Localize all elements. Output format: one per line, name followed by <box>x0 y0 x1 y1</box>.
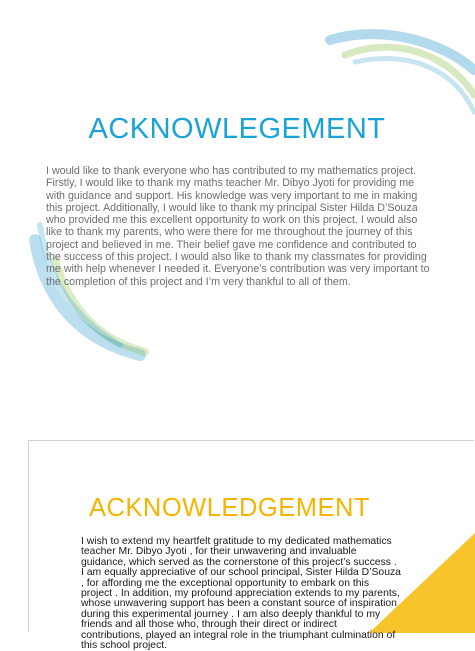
slide-2-body: I wish to extend my heartfelt gratitude to my dedicated mathematics teacher Mr. Dibyo Jyoti , for their unwavering and invaluable guidance, which served as the cornerstone of this project’s success . I am equally appreciative of our school principal, Sister Hilda D’Souza , for affording me the exceptional opportunity to embark on this project . In addition, my profound appreciation extends to my parents, whose unwavering support has been a constant source of inspiration during this experimental journey . I am also deeply thankful to my friends and all those who, through their direct or indirect contributions, played an integral role in the triumphant culmination of this school project. <box>81 536 401 651</box>
slide-2-card <box>28 440 474 651</box>
slide-1-title: ACKNOWLEGEMENT <box>88 113 386 145</box>
page-gap <box>0 370 474 422</box>
slide-2 <box>0 422 474 651</box>
slide-2-title: ACKNOWLEDGEMENT <box>89 494 370 522</box>
slide-1-body: I would like to thank everyone who has contributed to my mathematics project. Firstly, I would like to thank my maths teacher Mr. Dibyo Jyoti for providing me with guidance and support. His knowledge was very important to me in making this project. Additionally, I would like to thank my principal Sister Hilda D’Souza who provided me this excellent opportunity to work on this project. I would also like to thank my parents, who were there for me throughout the journey of this project and believed in me. Their belief gave me confidence and contributed to the success of this project. I would also like to thank my classmates for providing me with help whenever I needed it. Everyone’s contribution was very important to the completion of this project and I’m very thankful to all of them. <box>46 165 430 288</box>
